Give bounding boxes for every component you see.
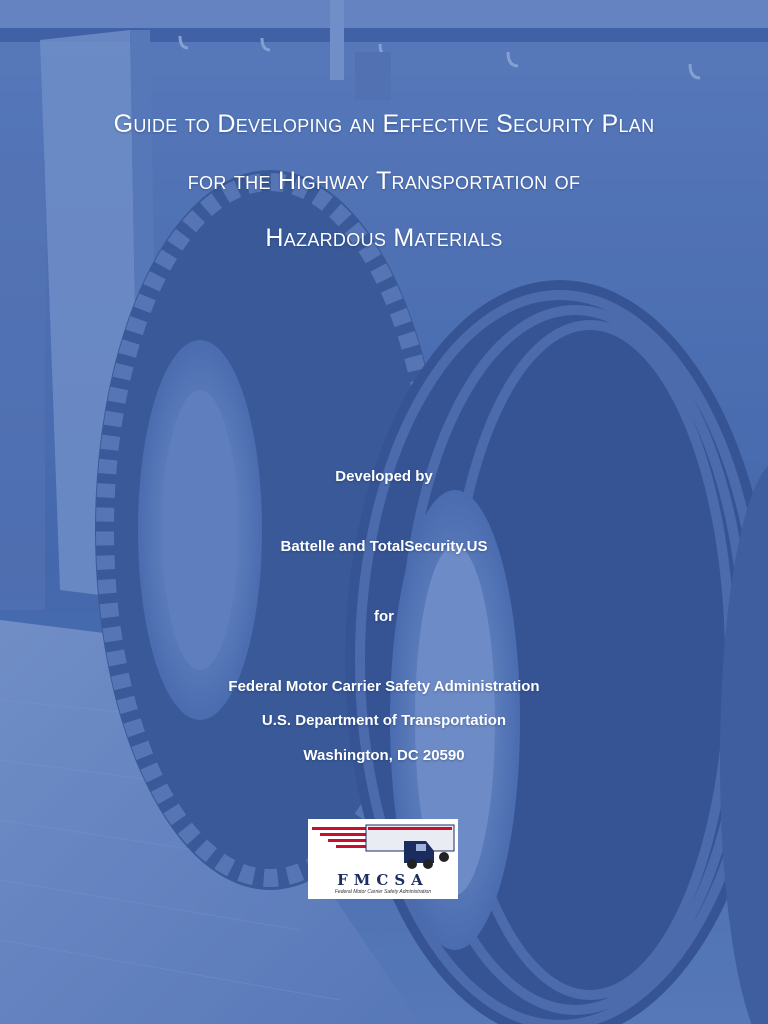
agency-name: Federal Motor Carrier Safety Administration	[228, 678, 540, 695]
authors: Battelle and TotalSecurity.US	[280, 538, 488, 555]
logo-subtext: Federal Motor Carrier Safety Administration	[334, 889, 432, 895]
truck-icon	[308, 819, 458, 871]
developed-by-label: Developed by	[335, 468, 433, 485]
logo-wordmark: FMCSA	[337, 871, 429, 889]
address: Washington, DC 20590	[303, 747, 465, 764]
fmcsa-logo	[308, 819, 458, 899]
title-line-2: for the Highway Transportation of	[187, 167, 581, 195]
title-line-3: Hazardous Materials	[265, 224, 503, 252]
for-label: for	[374, 608, 394, 625]
department-name: U.S. Department of Transportation	[261, 712, 507, 729]
document-title	[0, 96, 768, 267]
title-line-1: Guide to Developing an Effective Security Plan	[113, 110, 655, 138]
